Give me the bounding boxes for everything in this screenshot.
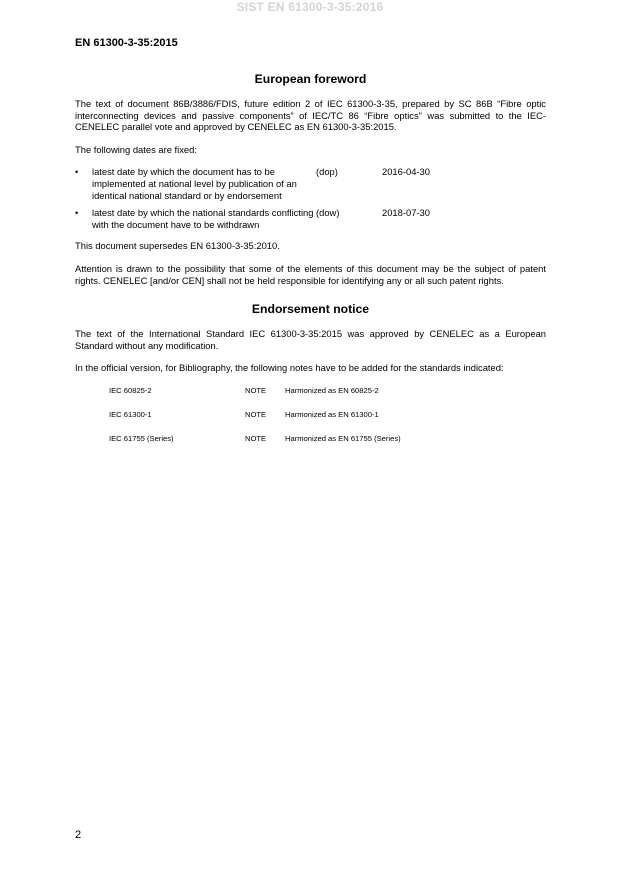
supersedes-statement: This document supersedes EN 61300-3-35:2010. [75,240,280,252]
date-value: 2018-07-30 [382,207,430,219]
note-row [109,409,546,433]
endorsement-text: The text of the International Standard IEC 61300-3-35:2015 was approved by CENELEC as a European Standard without any modification. [75,328,546,351]
date-description: latest date by which the national standards conflicting with the document have to be withdrawn [92,207,314,230]
note-standard: IEC 60825-2 [109,385,152,395]
foreword-intro: The text of document 86B/3886/FDIS, future edition 2 of IEC 61300-3-35, prepared by SC 86B “Fibre optic interconnecting devices and passive components” of IEC/TC 86 “Fibre optics" was submitted to the IEC-CENELEC parallel vote and approved by CENELEC as EN 61300-3-35:2015. [75,98,546,133]
bibliography-notes [109,385,546,457]
date-code: (dop) [316,166,338,178]
note-label: NOTE [245,433,267,443]
dates-intro: The following dates are fixed: [75,143,197,155]
note-text: Harmonized as EN 61755 (Series) [285,433,401,443]
note-standard: IEC 61755 (Series) [109,433,174,443]
note-label: NOTE [245,409,267,419]
note-text: Harmonized as EN 60825-2 [285,385,379,395]
note-row [109,385,546,409]
note-text: Harmonized as EN 61300-1 [285,409,379,419]
bullet: • [75,166,79,178]
date-description: latest date by which the document has to be implemented at national level by publication of an identical national standard or by endorsement [92,166,297,201]
note-standard: IEC 61300-1 [109,409,152,419]
bullet: • [75,207,79,219]
watermark: SIST EN 61300-3-35:2016 [236,0,384,14]
date-value: 2016-04-30 [382,166,430,178]
bibliography-intro: In the official version, for Bibliography, the following notes have to be added for the standards indicated: [75,362,504,374]
patent-statement: Attention is drawn to the possibility that some of the elements of this document may be the subject of patent rights. CENELEC [and/or CEN] shall not be held responsible for identifying any or all such patent rights. [75,262,546,286]
date-item [75,207,546,230]
foreword-title: European foreword [254,72,367,86]
endorsement-title: Endorsement notice [251,302,370,317]
note-label: NOTE [245,385,267,395]
dates-list [75,166,546,230]
document-id: EN 61300-3-35:2015 [75,37,178,49]
date-code: (dow) [316,207,340,219]
page-number: 2 [75,829,82,841]
date-item [75,166,546,201]
note-row [109,433,546,457]
page-content [75,72,546,457]
